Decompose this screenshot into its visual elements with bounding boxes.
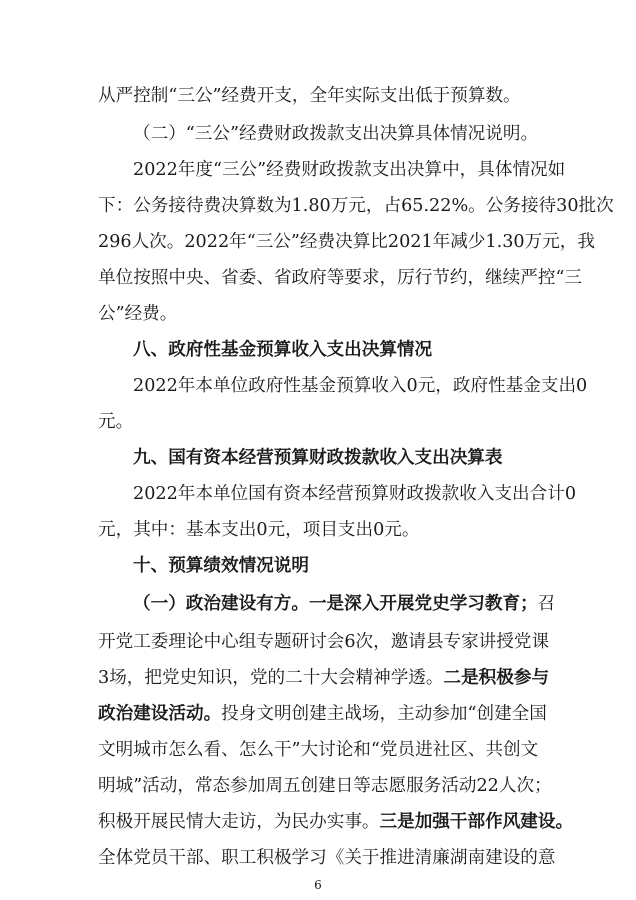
- text-line: 从严控制“三公”经费开支，全年实际支出低于预算数。: [98, 86, 521, 106]
- subsection-heading: （二）“三公”经费财政拨款支出决算具体情况说明。: [133, 124, 539, 144]
- page-number: 6: [314, 878, 322, 892]
- text-run: 积极开展民情大走访，为民办实事。: [98, 812, 380, 832]
- text-run: 召: [537, 594, 556, 614]
- text-line: [98, 810, 573, 834]
- text-line: [98, 666, 549, 690]
- text-line: 全体党员干部、职工积极学习《关于推进清廉湖南建设的意: [98, 848, 556, 868]
- bold-phrase: 二是积极参与: [443, 668, 550, 688]
- bold-phrase: 三是加强干部作风建设。: [379, 812, 574, 832]
- section-heading: 十、预算绩效情况说明: [133, 556, 309, 576]
- text-line: [133, 592, 555, 616]
- bold-phrase: 政治建设活动。: [98, 704, 222, 724]
- section-heading: 八、政府性基金预算收入支出决算情况: [133, 340, 433, 360]
- text-line: 元。: [98, 412, 134, 432]
- section-heading: 九、国有资本经营预算财政拨款收入支出决算表: [133, 448, 503, 468]
- bold-phrase: （一）政治建设有方。一是深入开展党史学习教育；: [133, 594, 538, 614]
- text-line: 单位按照中央、省委、省政府等要求，厉行节约，继续严控“三: [98, 268, 583, 288]
- text-line: 下：公务接待费决算数为1.80万元，占65.22%。公务接待30批次: [98, 196, 614, 216]
- text-line: 296人次。2022年“三公”经费决算比2021年减少1.30万元，我: [98, 232, 595, 252]
- text-line: 开党工委理论中心组专题研讨会6次，邀请县专家讲授党课: [98, 632, 550, 652]
- text-line: 2022年本单位政府性基金预算收入0元，政府性基金支出0: [133, 376, 588, 396]
- text-line: 明城”活动，常态参加周五创建日等志愿服务活动22人次；: [98, 776, 552, 796]
- text-line: 元，其中：基本支出0元，项目支出0元。: [98, 520, 420, 540]
- text-line: 2022年度“三公”经费财政拨款支出决算中，具体情况如: [133, 160, 566, 180]
- text-run: 3场，把党史知识，党的二十大会精神学透。: [98, 668, 444, 688]
- text-run: 投身文明创建主战场，主动参加“创建全国: [221, 704, 547, 724]
- text-line: 公”经费。: [98, 304, 178, 324]
- text-line: [98, 702, 547, 726]
- text-line: 2022年本单位国有资本经营预算财政拨款收入支出合计0: [133, 484, 577, 504]
- text-line: 文明城市怎么看、怎么干”大讨论和“党员进社区、共创文: [98, 740, 539, 760]
